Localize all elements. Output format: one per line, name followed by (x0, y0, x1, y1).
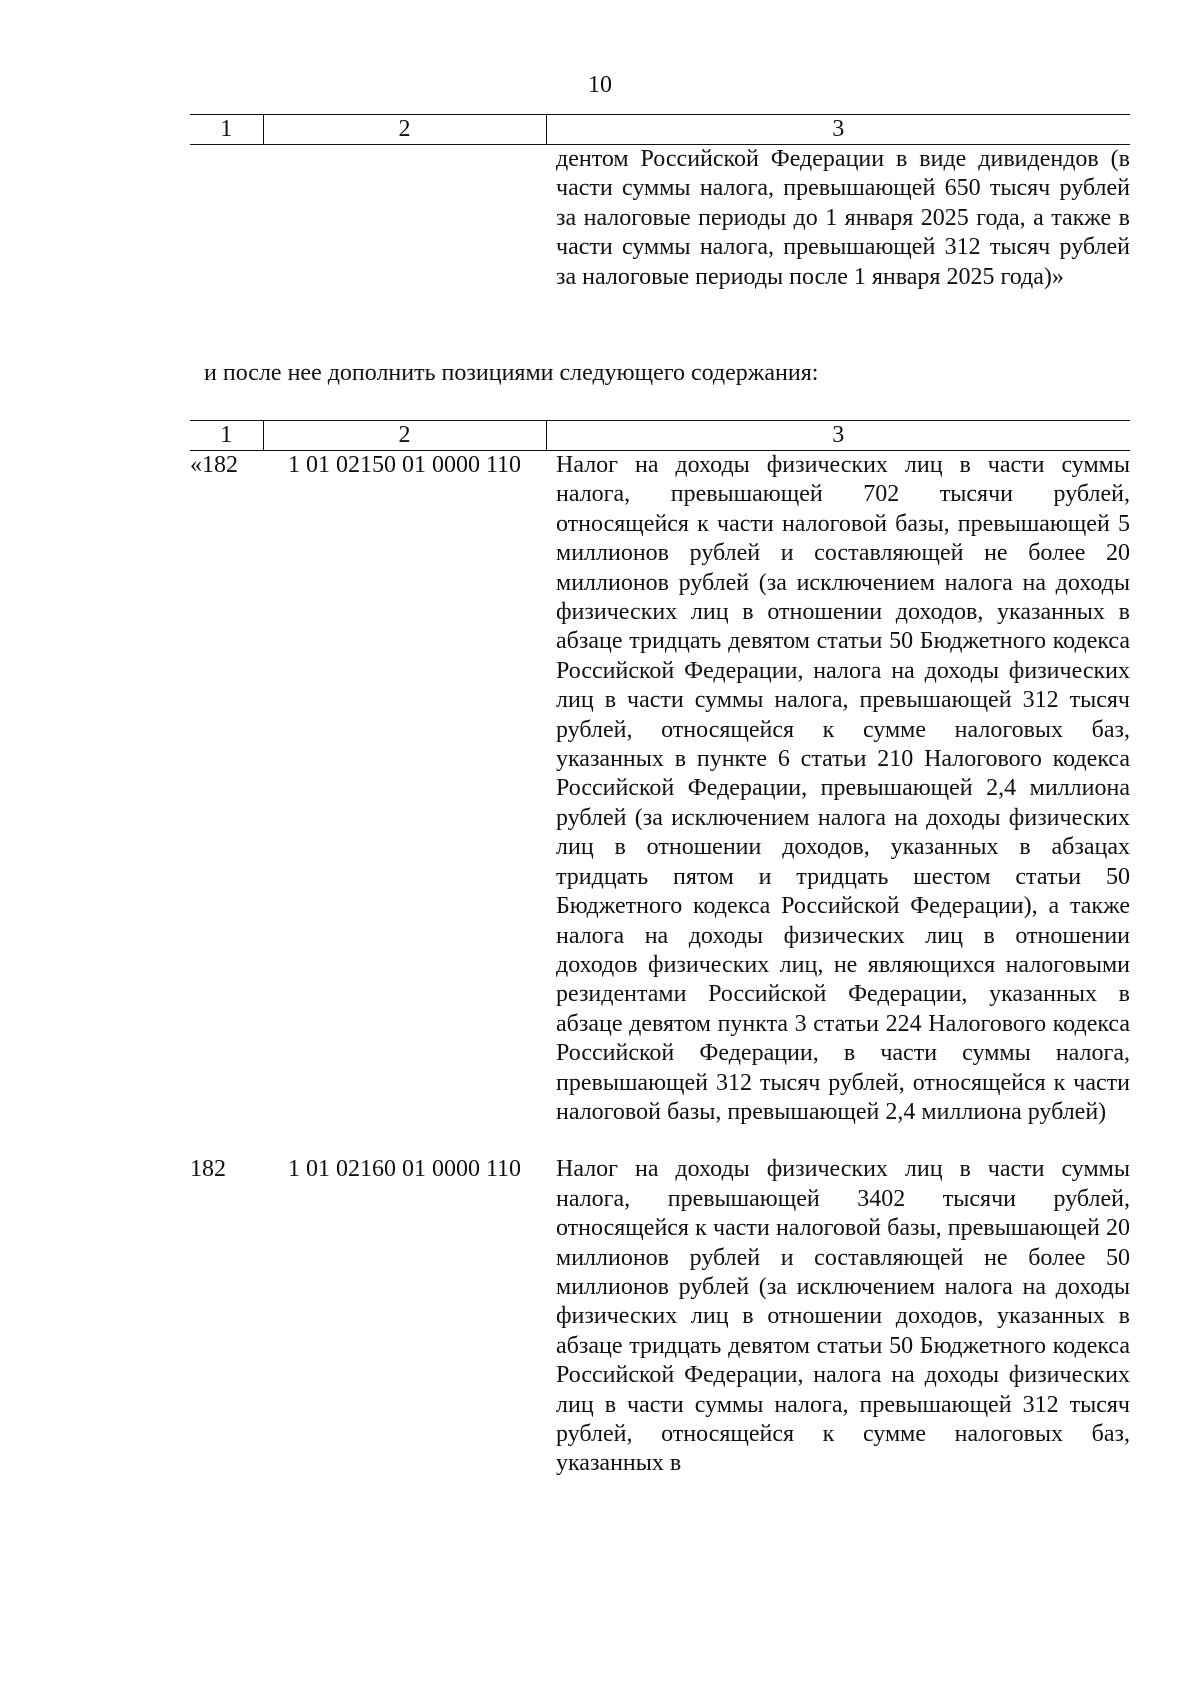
admin-code-cell: 182 (190, 1156, 226, 1183)
column-header-2: 2 (263, 115, 546, 145)
insertion-instruction: и после нее дополнить позициями следующего содержания: (204, 360, 819, 386)
table-row (190, 145, 1130, 293)
column-header-3: 3 (546, 115, 1130, 145)
column-header-2: 2 (263, 421, 546, 451)
table-row (190, 1155, 1130, 1478)
page-number: 10 (588, 72, 612, 98)
kbk-cell (263, 145, 546, 293)
admin-code-cell (190, 145, 263, 293)
table-header-row (190, 115, 1130, 145)
column-header-1: 1 (190, 115, 263, 145)
new-positions-table (190, 420, 1130, 1479)
description-cell: дентом Российской Федерации в виде дивидендов (в части суммы налога, превышающей 650 тысяч рублей за налоговые периоды до 1 января 2025 года, а также в части суммы налога, превышающей 312 тысяч рублей за налоговые периоды после 1 января 2025 года)» (556, 146, 1130, 290)
description-cell: Налог на доходы физических лиц в части суммы налога, превышающей 702 тысячи рублей, относящейся к части налоговой базы, превышающей 5 миллионов рублей и составляющей не более 20 миллионов рублей (за исключением налога на доходы физических лиц в отношении доходов, указанных в абзаце тридцать девятом статьи 50 Бюджетного кодекса Российской Федерации, налога на доходы физических лиц в части суммы налога, превышающей 312 тысяч рублей, относящейся к сумме налоговых баз, указанных в пункте 6 статьи 210 Налогового кодекса Российской Федерации, превышающей 2,4 миллиона рублей (за исключением налога на доходы физических лиц в отношении доходов, указанных в абзацах тридцать пятом и тридцать шестом статьи 50 Бюджетного кодекса Российской Федерации), а также налога на доходы физических лиц в отношении доходов физических лиц, не являющихся налоговыми резидентами Российской Федерации, указанных в абзаце девятом пункта 3 статьи 224 Налогового кодекса Российской Федерации, в части суммы налога, превышающей 312 тысяч рублей, относящейся к части налоговой базы, превышающей 2,4 миллиона рублей) (556, 452, 1130, 1125)
column-header-3: 3 (546, 421, 1130, 451)
row-spacer (190, 1127, 1130, 1155)
table-row (190, 451, 1130, 1128)
column-header-1: 1 (190, 421, 263, 451)
kbk-cell: 1 01 02160 01 0000 110 (287, 1156, 522, 1183)
description-cell: Налог на доходы физических лиц в части суммы налога, превышающей 3402 тысячи рублей, относящейся к части налоговой базы, превышающей 20 миллионов рублей и составляющей не более 50 миллионов рублей (за исключением налога на доходы физических лиц в отношении доходов, указанных в абзаце тридцать девятом статьи 50 Бюджетного кодекса Российской Федерации, налога на доходы физических лиц в части суммы налога, превышающей 312 тысяч рублей, относящейся к сумме налоговых баз, указанных в (556, 1156, 1130, 1477)
admin-code-cell: «182 (190, 452, 238, 478)
kbk-cell: 1 01 02150 01 0000 110 (287, 452, 522, 478)
continuation-table (190, 114, 1130, 292)
table-header-row (190, 421, 1130, 451)
